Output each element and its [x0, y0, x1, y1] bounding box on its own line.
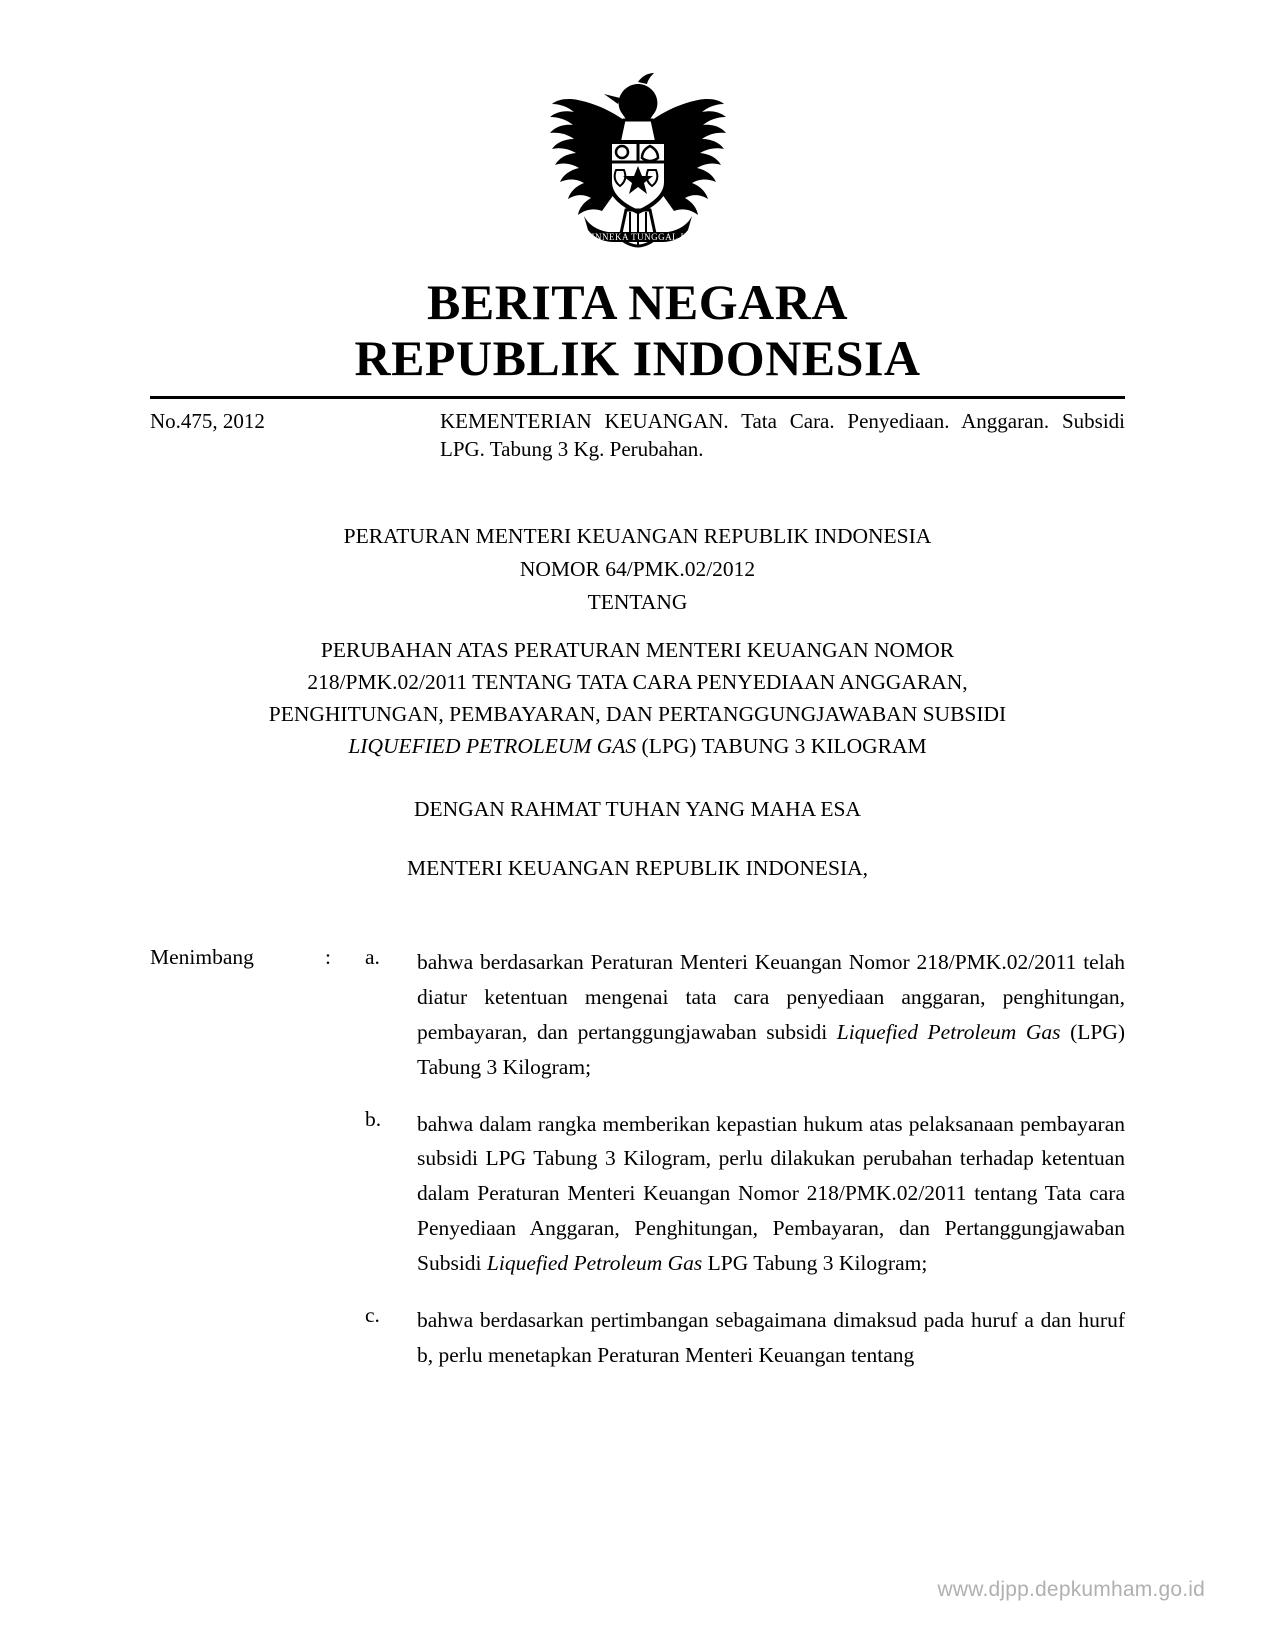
- considerans-text-c-part1: bahwa berdasarkan pertimbangan sebagaimana dimaksud pada huruf a dan huruf b, perlu menetapkan Peraturan Menteri Keuangan tentang: [417, 1307, 1125, 1367]
- masthead-divider: [150, 396, 1125, 399]
- considerans-colon: :: [325, 945, 331, 970]
- issue-number: No.475, 2012: [150, 409, 265, 433]
- subject-line-2: 218/PMK.02/2011 TENTANG TATA CARA PENYEDIAAN ANGGARAN,: [307, 669, 968, 694]
- masthead-line-2: REPUBLIK INDONESIA: [354, 330, 921, 386]
- considerans-letter-c: c.: [365, 1302, 380, 1327]
- masthead: [150, 274, 1125, 399]
- subject-line-4-rest: (LPG) TABUNG 3 KILOGRAM: [636, 734, 927, 759]
- considerans-letter-a: a.: [365, 945, 380, 970]
- considerans-text-a-part1: bahwa berdasarkan Peraturan Menteri Keuangan Nomor 218/PMK.02/2011 telah diatur ketentuan mengenai tata cara penyediaan anggaran, penghitungan, pembayaran, dan pertanggungjawaban subsidi: [417, 950, 1125, 1044]
- considerans-item-c: [150, 1303, 1125, 1373]
- title-line-2: NOMOR 64/PMK.02/2012: [519, 557, 756, 581]
- issue-subject: KEMENTERIAN KEUANGAN. Tata Cara. Penyediaan. Anggaran. Subsidi LPG. Tabung 3 Kg. Perubahan.: [440, 409, 1125, 462]
- subject-line-4: [150, 730, 1125, 762]
- considerans-section: [150, 945, 1125, 1372]
- title-line-3: TENTANG: [587, 590, 688, 615]
- considerans-text-a: [417, 945, 1125, 1084]
- considerans-text-a-part2: (LPG) Tabung 3 Kilogram;: [417, 1019, 1125, 1079]
- authority-line: MENTERI KEUANGAN REPUBLIK INDONESIA,: [406, 855, 869, 880]
- svg-text:BHINNEKA TUNGGAL IKA: BHINNEKA TUNGGAL IKA: [577, 232, 698, 242]
- issue-line: [150, 407, 1125, 464]
- source-url-watermark: www.djpp.depkumham.go.id: [937, 1578, 1205, 1601]
- subject-line-3: PENGHITUNGAN, PEMBAYARAN, DAN PERTANGGUNGJAWABAN SUBSIDI: [268, 702, 1007, 727]
- considerans-text-b-part1: bahwa dalam rangka memberikan kepastian hukum atas pelaksanaan pembayaran subsidi LPG Tabung 3 Kilogram, perlu dilakukan perubahan terhadap ketentuan dalam Peraturan Menteri Keuangan Nomor 218/PMK.02/2011 tentang Tata cara Penyediaan Anggaran, Penghitungan, Pembayaran, dan Pertanggungjawaban Subsidi: [417, 1111, 1125, 1275]
- considerans-item-a: [150, 945, 1125, 1084]
- blessing-line: DENGAN RAHMAT TUHAN YANG MAHA ESA: [414, 796, 861, 821]
- masthead-line-1: BERITA NEGARA: [427, 274, 848, 330]
- subject-line-1: PERUBAHAN ATAS PERATURAN MENTERI KEUANGAN NOMOR: [320, 637, 955, 662]
- considerans-letter-b: b.: [365, 1106, 382, 1131]
- regulation-title-block: [150, 520, 1125, 886]
- garuda-pancasila-emblem: [538, 70, 738, 260]
- considerans-text-c: [417, 1303, 1125, 1373]
- considerans-text-b-part2: LPG Tabung 3 Kilogram;: [702, 1250, 928, 1275]
- regulation-subject: [150, 634, 1125, 763]
- subject-line-4-italic: LIQUEFIED PETROLEUM GAS: [348, 734, 637, 759]
- considerans-label: Menimbang: [150, 945, 254, 970]
- considerans-text-a-italic: Liquefied Petroleum Gas: [836, 1019, 1061, 1044]
- emblem-container: [150, 0, 1125, 260]
- considerans-item-b: [150, 1107, 1125, 1281]
- title-line-1: PERATURAN MENTERI KEUANGAN REPUBLIK INDONESIA: [343, 523, 932, 548]
- considerans-text-b: [417, 1107, 1125, 1281]
- considerans-text-b-italic: Liquefied Petroleum Gas: [486, 1250, 703, 1275]
